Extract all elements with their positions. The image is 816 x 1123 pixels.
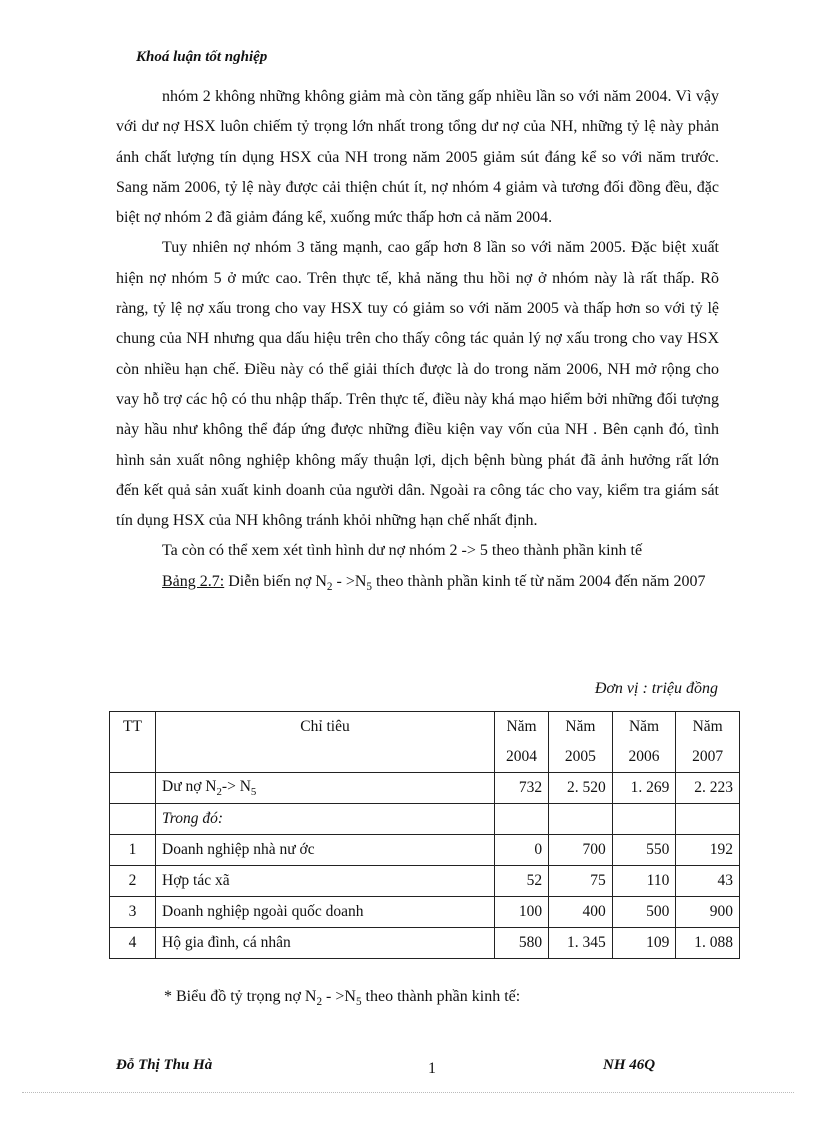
caption-text: theo thành phần kinh tế từ năm 2004 đến năm 2007: [371, 572, 706, 590]
paragraph: Tuy nhiên nợ nhóm 3 tăng mạnh, cao gấp hơn 8 lần so với năm 2005. Đặc biệt xuất hiện nợ nhóm 5 ở mức cao. Trên thực tế, khả năng thu hồi nợ ở nhóm này là rất thấp. Rõ ràng, tỷ lệ nợ xấu trong cho vay HSX tuy có giảm so với năm 2005 và thấp hơn so với tỷ lệ chung của NH nhưng qua dấu hiệu trên cho thấy công tác quản lý nợ xấu trong cho vay HSX còn nhiều hạn chế. Điều này có thể giải thích được là do trong năm 2006, NH mở rộng cho vay hỗ trợ các hộ có thu nhập thấp. Trên thực tế, điều này khá mạo hiểm bởi những đối tượng này hầu như không thể đáp ứng được những điều kiện vay vốn của NH . Bên cạnh đó, tình hình sản xuất nông nghiệp không mấy thuận lợi, dịch bệnh bùng phát đã ảnh hưởng rất lớn đến kết quả sản xuất kinh doanh của người dân. Ngoài ra công tác cho vay, kiểm tra giám sát tín dụng HSX của NH không tránh khỏi những hạn chế nhất định.: [116, 239, 719, 530]
table-cell-value: 192: [676, 835, 740, 866]
table-cell-subhead: Trong đó:: [156, 804, 495, 835]
table-row: [110, 897, 740, 928]
caption-text: Diễn biến nợ N: [228, 572, 327, 590]
header-tt: TT: [110, 712, 156, 773]
table-cell-value: 2. 223: [676, 773, 740, 804]
table-cell-indicator: Doanh nghiệp ngoài quốc doanh: [156, 897, 495, 928]
header-year-value: 2004: [506, 748, 538, 765]
table-cell-tt: 3: [110, 897, 156, 928]
table-cell: [110, 804, 156, 835]
table-cell-value: 43: [676, 866, 740, 897]
table-row-subhead: [110, 804, 740, 835]
table-cell-value: 1. 269: [612, 773, 676, 804]
table-cell-indicator: Hợp tác xã: [156, 866, 495, 897]
chart-note-subscript: 5: [355, 996, 362, 1009]
table-cell-value: 500: [612, 897, 676, 928]
footer-author: Đỗ Thị Thu Hà: [116, 1057, 213, 1073]
caption-subscript: 5: [366, 580, 372, 593]
table-row: [110, 928, 740, 959]
table-cell-value: 75: [549, 866, 613, 897]
table-cell-value: 580: [495, 928, 549, 959]
chart-note: [164, 988, 520, 1008]
total-label: Dư nợ N: [162, 777, 217, 795]
table-cell-indicator: [156, 773, 495, 804]
header-indicator: Chỉ tiêu: [156, 712, 495, 773]
table-cell: [612, 804, 676, 835]
table-cell: [495, 804, 549, 835]
header-year: [549, 712, 613, 773]
paragraph: nhóm 2 không những không giảm mà còn tăng gấp nhiều lần so với năm 2004. Vì vậy với dư nợ HSX luôn chiếm tỷ trọng lớn nhất trong tổng dư nợ của NH, những tỷ lệ này phản ánh chất lượng tín dụng HSX của NH trong năm 2005 giảm sút đáng kể so với năm trước. Sang năm 2006, tỷ lệ này được cải thiện chút ít, nợ nhóm 4 giảm và tương đối đồng đều, đặc biệt nợ nhóm 2 đã giảm đáng kể, xuống mức thấp hơn cả năm 2004.: [116, 88, 719, 227]
table-row: [110, 835, 740, 866]
debt-table: [109, 711, 740, 959]
body-text: [116, 82, 719, 602]
paragraph: Ta còn có thể xem xét tình hình dư nợ nhóm 2 -> 5 theo thành phần kinh tế: [162, 542, 643, 560]
header-year-label: Năm: [565, 718, 596, 735]
table-cell-value: 700: [549, 835, 613, 866]
table-caption: [116, 567, 719, 602]
chart-note-text: theo thành phần kinh tế:: [361, 988, 521, 1005]
header-year-label: Năm: [628, 718, 660, 735]
table-cell-value: 900: [676, 897, 740, 928]
total-label: -> N: [221, 777, 251, 795]
header-year-value: 2007: [692, 748, 724, 765]
chart-note-subscript: 2: [316, 996, 323, 1009]
table-cell-value: 0: [495, 835, 549, 866]
table-cell-value: 550: [612, 835, 676, 866]
table-row-total: [110, 773, 740, 804]
table-cell: [110, 773, 156, 804]
table-caption-label: Bảng 2.7:: [162, 572, 225, 590]
table-cell-value: 1. 088: [676, 928, 740, 959]
footer-class: NH 46Q: [603, 1057, 656, 1073]
header-year: [612, 712, 676, 773]
document-header: Khoá luận tốt nghiệp: [136, 49, 268, 65]
header-year-label: Năm: [692, 718, 723, 735]
footer-page-number: 1: [428, 1060, 436, 1077]
page-bottom-rule: [22, 1092, 794, 1093]
header-year: [495, 712, 549, 773]
caption-subscript: 2: [326, 580, 333, 593]
table-cell-indicator: Hộ gia đình, cá nhân: [156, 928, 495, 959]
header-year-value: 2005: [564, 748, 596, 765]
header-year-label: Năm: [506, 718, 537, 735]
table-cell-tt: 2: [110, 866, 156, 897]
table-cell-value: 2. 520: [549, 773, 613, 804]
header-year: [676, 712, 740, 773]
table-cell-indicator: Doanh nghiệp nhà nư ớc: [156, 835, 495, 866]
table-cell-value: 52: [495, 866, 549, 897]
table-cell-value: 109: [612, 928, 676, 959]
table-cell-value: 1. 345: [549, 928, 613, 959]
unit-label: Đơn vị : triệu đồng: [594, 680, 718, 697]
total-subscript: 5: [250, 786, 257, 799]
table-cell: [549, 804, 613, 835]
table-row: [110, 866, 740, 897]
table-cell-value: 732: [495, 773, 549, 804]
table-header-row: [110, 712, 740, 773]
table-cell-value: 100: [495, 897, 549, 928]
table-cell-tt: 4: [110, 928, 156, 959]
table-cell-value: 400: [549, 897, 613, 928]
total-subscript: 2: [216, 786, 222, 799]
chart-note-text: * Biểu đồ tỷ trọng nợ N: [164, 988, 317, 1005]
caption-text: - >N: [332, 572, 367, 590]
table-cell-value: 110: [612, 866, 676, 897]
table-cell-tt: 1: [110, 835, 156, 866]
chart-note-text: - >N: [322, 988, 356, 1005]
header-year-value: 2006: [628, 748, 660, 765]
table-cell: [676, 804, 740, 835]
